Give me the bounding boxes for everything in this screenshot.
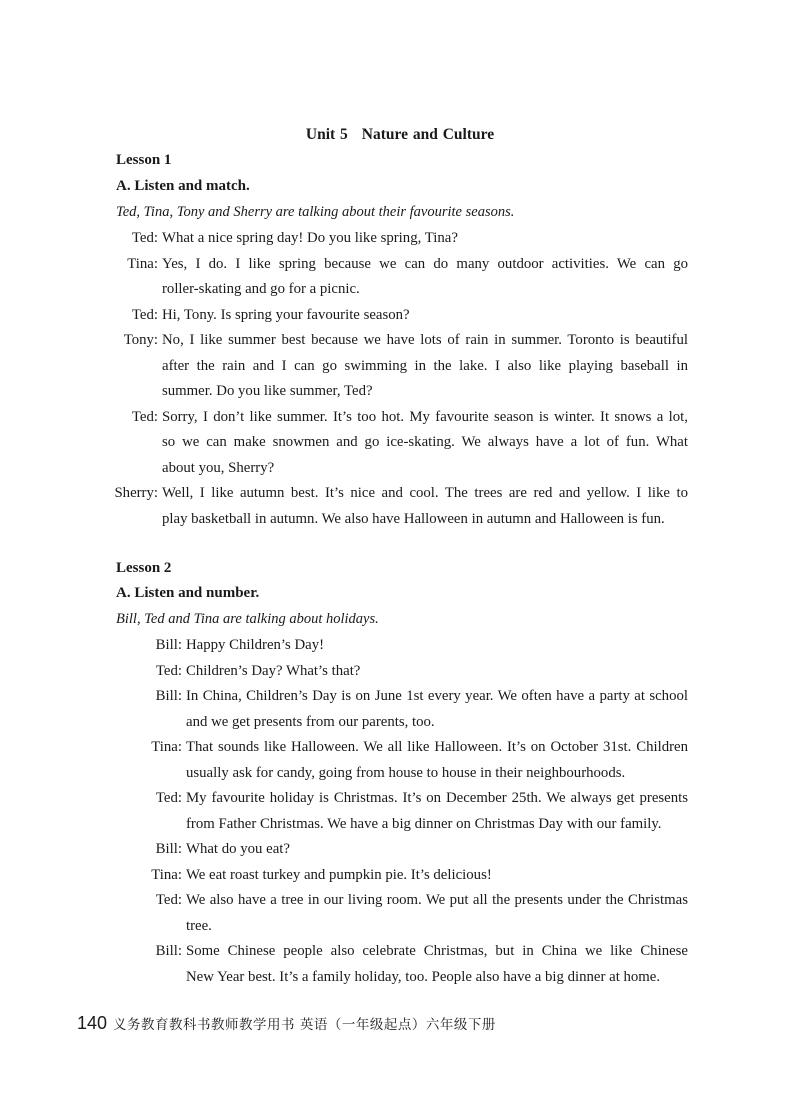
- dialogue-text: Some Chinese people also celebrate Christmas, but in China we like Chinese: [186, 943, 688, 959]
- dialogue-text: summer. Do you like summer, Ted?: [162, 383, 373, 399]
- dialogue-text: New Year best. It’s a family holiday, too. People also have a big dinner at home.: [186, 968, 661, 985]
- speaker-name: Bill:: [155, 688, 182, 704]
- dialogue-text: after the rain and I can go swimming in the lake. I also like playing baseball in: [162, 357, 688, 374]
- unit-title: [0, 126, 800, 144]
- dialogue-text: roller-skating and go for a picnic.: [162, 281, 360, 297]
- dialogue-text: and we get presents from our parents, too.: [186, 713, 435, 730]
- unit-name: Nature and Culture: [361, 126, 495, 143]
- lesson1-section: A. Listen and match.: [116, 178, 250, 194]
- dialogue-text: so we can make snowmen and go ice-skating. We always have a lot of fun. What: [162, 434, 688, 450]
- page-footer: [77, 1013, 496, 1034]
- speaker-name: Ted:: [131, 306, 158, 323]
- dialogue-text: play basketball in autumn. We also have Halloween in autumn and Halloween is fun.: [162, 510, 665, 527]
- dialogue-text: What a nice spring day! Do you like spring, Tina?: [162, 230, 458, 246]
- lesson2-section: A. Listen and number.: [116, 585, 260, 601]
- speaker-name: Tina:: [151, 739, 182, 755]
- lesson2-intro: Bill, Ted and Tina are talking about holidays.: [116, 611, 379, 627]
- speaker-name: Bill:: [155, 637, 182, 653]
- book-title: 义务教育教科书教师教学用书 英语（一年级起点）六年级下册: [113, 1017, 496, 1033]
- speaker-name: Ted:: [155, 790, 182, 806]
- dialogue-text: We also have a tree in our living room. We put all the presents under the Christmas: [186, 892, 688, 908]
- dialogue-text: Well, I like autumn best. It’s nice and cool. The trees are red and yellow. I like to: [162, 485, 688, 501]
- speaker-name: Bill:: [155, 841, 182, 857]
- dialogue-text: What do you eat?: [186, 841, 290, 857]
- dialogue-text: tree.: [186, 917, 212, 934]
- speaker-name: Tina:: [151, 866, 182, 883]
- dialogue-text: from Father Christmas. We have a big dinner on Christmas Day with our family.: [186, 815, 662, 832]
- dialogue-text: Happy Children’s Day!: [186, 637, 325, 653]
- dialogue-text: Hi, Tony. Is spring your favourite season?: [162, 306, 410, 323]
- speaker-name: Ted:: [131, 230, 158, 246]
- speaker-name: Ted:: [131, 408, 158, 425]
- dialogue-text: Sorry, I don’t like summer. It’s too hot. My favourite season is winter. It snows a lot,: [162, 408, 688, 425]
- speaker-name: Tony:: [123, 332, 158, 348]
- dialogue-text: No, I like summer best because we have lots of rain in summer. Toronto is beautiful: [162, 332, 688, 348]
- dialogue-text: That sounds like Halloween. We all like Halloween. It’s on October 31st. Children: [186, 739, 688, 755]
- speaker-name: Ted:: [155, 662, 182, 679]
- page-number: 140: [77, 1013, 108, 1033]
- speaker-name: Sherry:: [114, 485, 158, 501]
- speaker-name: Bill:: [155, 943, 182, 959]
- unit-number: Unit 5: [305, 126, 348, 143]
- speaker-name: Tina:: [127, 255, 158, 272]
- lesson1-heading: Lesson 1: [116, 152, 172, 168]
- dialogue-text: In China, Children’s Day is on June 1st every year. We often have a party at school: [186, 688, 688, 704]
- lesson2-heading: Lesson 2: [116, 560, 172, 576]
- dialogue-text: usually ask for candy, going from house to house in their neighbourhoods.: [186, 764, 626, 781]
- dialogue-text: about you, Sherry?: [162, 459, 275, 476]
- speaker-name: Ted:: [155, 892, 182, 908]
- dialogue-text: Children’s Day? What’s that?: [186, 662, 361, 679]
- lesson1-intro: Ted, Tina, Tony and Sherry are talking about their favourite seasons.: [116, 204, 515, 220]
- dialogue-text: My favourite holiday is Christmas. It’s on December 25th. We always get presents: [186, 790, 688, 806]
- dialogue-text: We eat roast turkey and pumpkin pie. It’s delicious!: [186, 866, 492, 883]
- dialogue-text: Yes, I do. I like spring because we can do many outdoor activities. We can go: [162, 255, 688, 272]
